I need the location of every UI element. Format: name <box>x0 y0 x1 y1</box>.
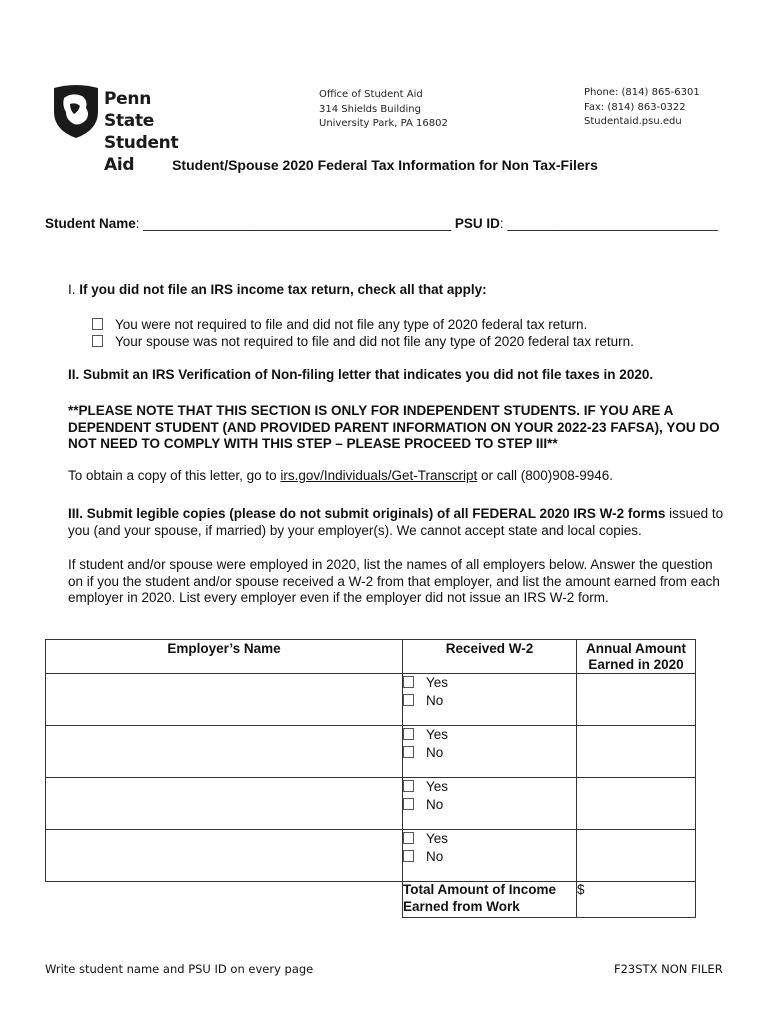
page-title: Student/Spouse 2020 Federal Tax Information for Non Tax-Filers <box>172 157 598 173</box>
w2-cell <box>403 726 577 778</box>
fax: Fax: (814) 863-0322 <box>584 101 686 113</box>
form-code: F23STX NON FILER <box>614 962 723 976</box>
psu-id-field[interactable]: : ____________________________ <box>499 216 718 231</box>
no-label: No <box>426 797 444 812</box>
yes-label: Yes <box>426 727 449 742</box>
section-3-heading <box>68 506 728 539</box>
nittany-lion-shield-icon <box>52 84 100 138</box>
section-3-heading-bold: III. Submit legible copies (please do not submit originals) of all FEDERAL 2020 IRS W-2 forms <box>68 506 666 521</box>
checkbox-icon[interactable] <box>403 746 414 758</box>
no-label: No <box>426 849 444 864</box>
student-name-field[interactable]: : _________________________________________ <box>135 216 455 231</box>
w2-cell <box>403 830 577 882</box>
address-line: 314 Shields Building <box>319 103 421 115</box>
yes-label: Yes <box>426 675 449 690</box>
amount-cell[interactable] <box>577 726 696 778</box>
header-received-w2: Received W-2 <box>403 640 577 674</box>
table-row <box>46 726 696 778</box>
checkbox-icon[interactable] <box>403 728 414 740</box>
total-amount-field[interactable]: $ <box>577 882 696 918</box>
yes-label: Yes <box>426 779 449 794</box>
section-1-heading <box>68 282 487 297</box>
w2-cell <box>403 778 577 830</box>
office-address <box>319 88 448 132</box>
website: Studentaid.psu.edu <box>584 116 682 127</box>
checkbox-option-student[interactable] <box>92 317 587 332</box>
total-label: Total Amount of Income Earned from Work <box>403 882 577 918</box>
footer-note: Write student name and PSU ID on every page <box>45 962 314 976</box>
w2-no-option[interactable] <box>403 744 576 762</box>
section-1-prefix: I. <box>68 282 80 297</box>
employer-instructions: If student and/or spouse were employed in 2020, list the names of all employers below. Answer the question on if you the student and/or spouse received a W-2 from that employer, and list the amount earned from each employer in 2020. List every employer even if the employer did not issue an IRS W-2 form. <box>68 557 720 605</box>
amount-cell[interactable] <box>577 830 696 882</box>
student-name-label: Student Name <box>45 216 136 231</box>
total-row <box>46 882 696 918</box>
no-label: No <box>426 693 444 708</box>
section-2-heading: II. Submit an IRS Verification of Non-filing letter that indicates you did not file taxes in 2020. <box>68 367 654 382</box>
employer-name-cell[interactable] <box>46 830 403 882</box>
header-employer-name: Employer’s Name <box>46 640 403 674</box>
checkbox-icon[interactable] <box>92 318 103 330</box>
penn-state-logo <box>52 84 192 175</box>
checkbox-label: You were not required to file and did not file any type of 2020 federal tax return. <box>115 317 588 332</box>
checkbox-label: Your spouse was not required to file and did not file any type of 2020 federal tax return. <box>115 334 634 349</box>
w2-yes-option[interactable] <box>403 778 576 796</box>
logo-line-2: Student Aid <box>104 133 179 175</box>
w2-yes-option[interactable] <box>403 830 576 848</box>
address-line: Office of Student Aid <box>319 89 423 100</box>
transcript-instructions <box>68 468 728 485</box>
checkbox-icon[interactable] <box>403 832 414 844</box>
irs-transcript-link[interactable]: irs.gov/Individuals/Get-Transcript <box>280 468 478 483</box>
section-2-note: **PLEASE NOTE THAT THIS SECTION IS ONLY FOR INDEPENDENT STUDENTS. IF YOU ARE A DEPENDENT STUDENT (AND PROVIDED PARENT INFORMATION ON YOUR 2022-23 FAFSA), YOU DO NOT NEED TO COMPLY WITH THIS STEP – PLEASE PROCEED TO STEP III** <box>68 403 720 451</box>
section-1-heading-text: If you did not file an IRS income tax return, check all that apply: <box>79 282 487 297</box>
address-line: University Park, PA 16802 <box>319 118 448 129</box>
phone: Phone: (814) 865-6301 <box>584 87 700 98</box>
table-row <box>46 830 696 882</box>
employer-name-cell[interactable] <box>46 726 403 778</box>
w2-no-option[interactable] <box>403 692 576 710</box>
checkbox-icon[interactable] <box>403 780 414 792</box>
table-header-row <box>46 640 696 674</box>
w2-cell <box>403 674 577 726</box>
w2-yes-option[interactable] <box>403 674 576 692</box>
checkbox-option-spouse[interactable] <box>92 334 634 349</box>
contact-info <box>584 86 700 130</box>
checkbox-icon[interactable] <box>403 798 414 810</box>
psu-id-label: PSU ID <box>454 216 500 231</box>
employer-name-cell[interactable] <box>46 778 403 830</box>
section-3-heading-rest: issued to you (and your spouse, if married) by your employer(s). We cannot accept state and local copies. <box>68 506 724 538</box>
w2-yes-option[interactable] <box>403 726 576 744</box>
yes-label: Yes <box>426 831 449 846</box>
employer-table <box>45 639 696 918</box>
table-row <box>46 778 696 830</box>
w2-no-option[interactable] <box>403 796 576 814</box>
checkbox-icon[interactable] <box>403 694 414 706</box>
text: or call (800)908-9946. <box>477 468 614 483</box>
amount-cell[interactable] <box>577 778 696 830</box>
checkbox-icon[interactable] <box>403 676 414 688</box>
empty-cell <box>46 882 403 918</box>
employer-name-cell[interactable] <box>46 674 403 726</box>
text: To obtain a copy of this letter, go to <box>68 468 281 483</box>
table-row <box>46 674 696 726</box>
student-name-row <box>45 216 718 231</box>
checkbox-icon[interactable] <box>403 850 414 862</box>
no-label: No <box>426 745 444 760</box>
logo-line-1: Penn State <box>104 89 154 131</box>
checkbox-icon[interactable] <box>92 335 103 347</box>
w2-no-option[interactable] <box>403 848 576 866</box>
amount-cell[interactable] <box>577 674 696 726</box>
header-annual-amount: Annual Amount Earned in 2020 <box>577 640 696 674</box>
